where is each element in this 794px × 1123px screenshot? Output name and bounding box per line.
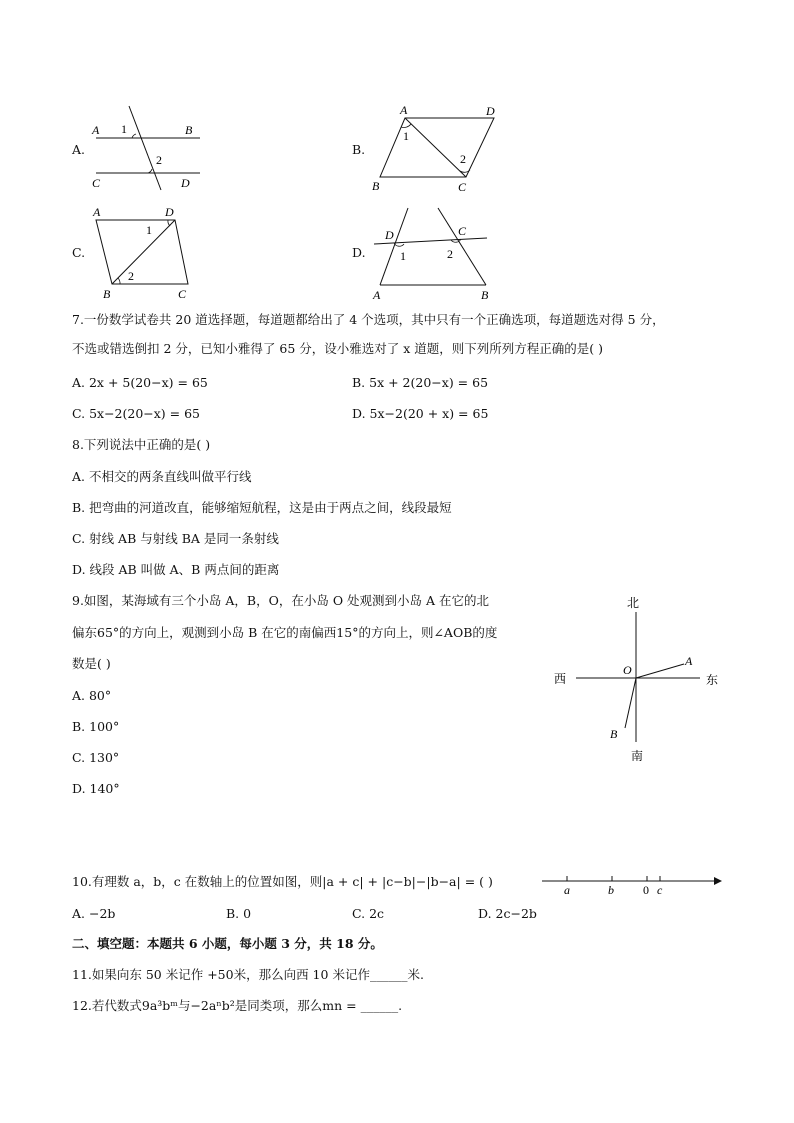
q10-option-c[interactable]: C. 2c <box>352 906 385 921</box>
fig-b-label-B: B <box>372 179 380 193</box>
fig-a-label-A: A <box>92 123 100 137</box>
fig-a-label-B: B <box>185 123 193 137</box>
fig-b-label-A: A <box>400 103 408 117</box>
compass-west-label: 西 <box>554 672 567 686</box>
q8-option-d[interactable]: D. 线段 AB 叫做 A、B 两点间的距离 <box>72 562 280 577</box>
fig-d-label-A: A <box>373 288 381 302</box>
fig-a-angle-1: 1 <box>121 122 127 136</box>
q6-figure-c <box>88 200 208 305</box>
q9-option-d[interactable]: D. 140° <box>72 781 120 796</box>
q8-option-b[interactable]: B. 把弯曲的河道改直，能够缩短航程，这是由于两点之间，线段最短 <box>72 500 452 515</box>
q7-stem-line2: 不选或错选倒扣 2 分，已知小雅得了 65 分，设小雅选对了 x 道题，则下列所列方程正确的是( ) <box>72 341 603 356</box>
fig-c-label-C: C <box>178 287 187 301</box>
fig-b-angle-1: 1 <box>403 129 409 143</box>
q7-option-a[interactable]: A. 2x + 5(20−x) = 65 <box>72 375 208 390</box>
q10-option-b[interactable]: B. 0 <box>226 906 252 921</box>
fig-b-label-D: D <box>486 104 495 118</box>
number-line-label-a: a <box>564 883 570 897</box>
compass-south-label: 南 <box>631 749 644 763</box>
fig-d-angle-1: 1 <box>400 249 406 263</box>
fig-d-label-D: D <box>385 228 394 242</box>
compass-east-label: 东 <box>706 673 719 687</box>
section-2-title: 二、填空题：本题共 6 小题，每小题 3 分，共 18 分。 <box>72 936 383 951</box>
fig-c-label-B: B <box>103 287 111 301</box>
fig-c-label-A: A <box>93 205 101 219</box>
q6-option-d-label: D. <box>352 245 366 260</box>
q10-option-a[interactable]: A. −2b <box>72 906 116 921</box>
fig-b-label-C: C <box>458 180 467 194</box>
number-line-label-zero: 0 <box>643 883 649 897</box>
number-line-label-c: c <box>657 883 663 897</box>
q9-stem-line3: 数是( ) <box>72 656 111 671</box>
q6-figure-d <box>368 200 508 305</box>
fig-c-angle-2: 2 <box>128 269 134 283</box>
q11-text: 11.如果向东 50 米记作 +50米，那么向西 10 米记作______米. <box>72 967 424 982</box>
q10-option-d[interactable]: D. 2c−2b <box>478 906 537 921</box>
q8-option-c[interactable]: C. 射线 AB 与射线 BA 是同一条射线 <box>72 531 279 546</box>
q7-option-b[interactable]: B. 5x + 2(20−x) = 65 <box>352 375 489 390</box>
fig-b-angle-2: 2 <box>460 152 466 166</box>
compass-point-A: A <box>685 654 693 668</box>
fig-d-angle-2: 2 <box>447 247 453 261</box>
q8-stem: 8.下列说法中正确的是( ) <box>72 437 211 452</box>
fig-d-label-B: B <box>481 288 489 302</box>
q8-option-a[interactable]: A. 不相交的两条直线叫做平行线 <box>72 469 252 484</box>
q9-stem-line1: 9.如图，某海域有三个小岛 A，B，O，在小岛 O 处观测到小岛 A 在它的北 <box>72 593 490 608</box>
fig-a-label-C: C <box>92 176 101 190</box>
fig-a-label-D: D <box>181 176 190 190</box>
q6-figure-a <box>88 100 208 195</box>
q7-option-c[interactable]: C. 5x−2(20−x) = 65 <box>72 406 201 421</box>
q6-option-c-label: C. <box>72 245 86 260</box>
fig-d-label-C: C <box>458 224 467 238</box>
number-line-label-b: b <box>608 883 614 897</box>
q9-option-c[interactable]: C. 130° <box>72 750 120 765</box>
compass-figure <box>548 592 728 770</box>
q12-text: 12.若代数式9a³bᵐ与−2aⁿb²是同类项，那么mn = ______. <box>72 998 403 1013</box>
q9-option-b[interactable]: B. 100° <box>72 719 120 734</box>
q7-stem-line1: 7.一份数学试卷共 20 道选择题，每道题都给出了 4 个选项，其中只有一个正确选项，每道题选对得 5 分， <box>72 312 665 327</box>
q6-figure-b <box>368 100 508 195</box>
fig-a-angle-2: 2 <box>156 153 162 167</box>
fig-c-angle-1: 1 <box>146 223 152 237</box>
fig-c-label-D: D <box>165 205 174 219</box>
number-line-figure <box>536 868 728 902</box>
q6-option-a-label: A. <box>72 142 86 157</box>
compass-point-O: O <box>623 663 632 677</box>
q7-option-d[interactable]: D. 5x−2(20 + x) = 65 <box>352 406 489 421</box>
q10-stem: 10.有理数 a，b，c 在数轴上的位置如图，则|a + c| + |c−b|−|b−a| = ( ) <box>72 874 493 889</box>
q6-option-b-label: B. <box>352 142 366 157</box>
compass-point-B: B <box>610 727 618 741</box>
compass-north-label: 北 <box>627 596 640 610</box>
q9-stem-line2: 偏东65°的方向上，观测到小岛 B 在它的南偏西15°的方向上，则∠AOB的度 <box>72 625 498 640</box>
q9-option-a[interactable]: A. 80° <box>72 688 112 703</box>
